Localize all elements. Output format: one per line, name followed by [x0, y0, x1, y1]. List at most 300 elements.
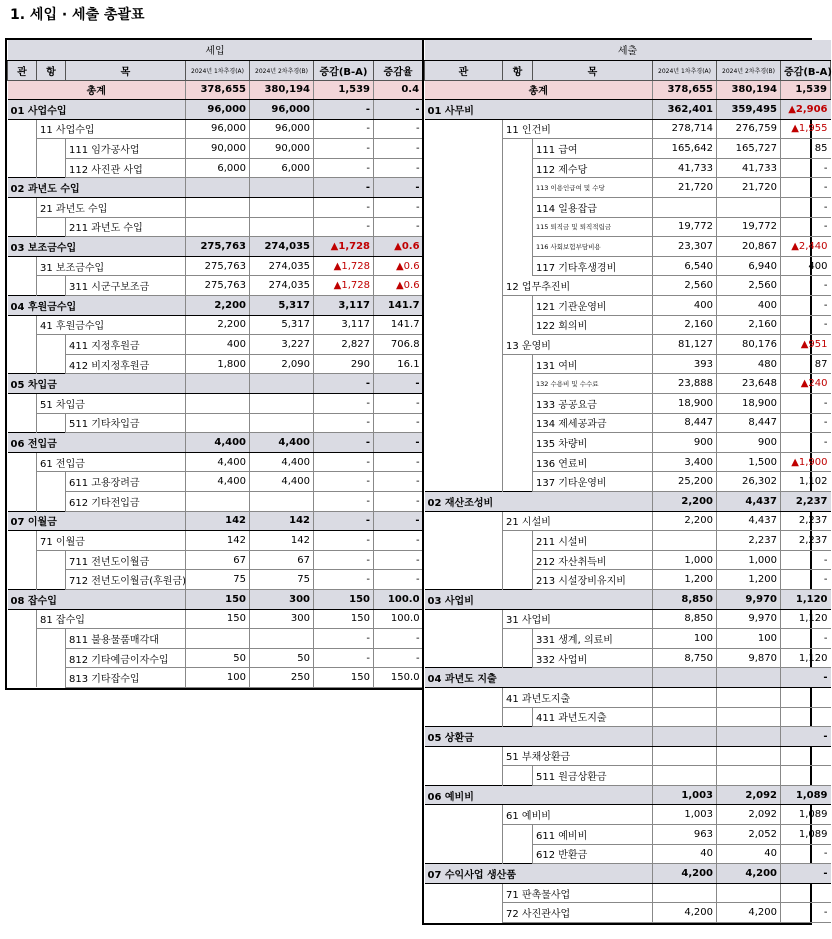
- revenue-cell-diff: 150: [314, 609, 374, 629]
- revenue-row-label: 711 전년도이월금: [66, 550, 186, 570]
- revenue-cell-a: [186, 491, 250, 511]
- expense-cell-a: 8,750: [653, 648, 717, 668]
- revenue-row-level3: [8, 570, 423, 590]
- expense-cell-diff: 2,237: [781, 491, 831, 511]
- expense-cell-b: 359,495: [717, 100, 781, 120]
- expense-row-label: 117 기타후생경비: [533, 256, 653, 276]
- revenue-row-label: 03 보조금수입: [8, 237, 186, 257]
- revenue-cell-a: 96,000: [186, 100, 250, 120]
- expense-row-level3: [425, 844, 831, 864]
- expense-total-row: [425, 80, 831, 100]
- expense-cell-diff: -: [781, 178, 831, 198]
- revenue-cell-b: 300: [250, 609, 314, 629]
- expense-row-label: 213 시설장비유지비: [533, 570, 653, 590]
- revenue-indent-cell: [37, 139, 66, 159]
- expense-indent-cell: [503, 550, 533, 570]
- revenue-cell-b: 142: [250, 511, 314, 531]
- revenue-cell-a: 2,200: [186, 296, 250, 316]
- expense-cell-diff: 85: [781, 139, 831, 159]
- expense-row-level3: [425, 413, 831, 433]
- expense-cell-b: 1,200: [717, 570, 781, 590]
- expense-row-level3: [425, 374, 831, 394]
- revenue-row-label: 21 과년도 수입: [37, 198, 186, 218]
- expense-indent-cell: [425, 452, 503, 472]
- revenue-cell-diff: -: [314, 570, 374, 590]
- expense-indent-cell: [503, 374, 533, 394]
- expense-row-label: 41 과년도지출: [503, 687, 653, 707]
- expense-indent-cell: [425, 217, 503, 237]
- revenue-row-label: 71 이월금: [37, 531, 186, 551]
- expense-row-level2: [425, 119, 831, 139]
- expense-cell-diff: 1,120: [781, 648, 831, 668]
- revenue-cell-b: [250, 413, 314, 433]
- expense-cell-a: 2,160: [653, 315, 717, 335]
- expense-indent-cell: [503, 629, 533, 649]
- expense-cell-b: 6,940: [717, 256, 781, 276]
- revenue-cell-b: [250, 217, 314, 237]
- expense-indent-cell: [425, 629, 503, 649]
- revenue-cell-a: [186, 198, 250, 218]
- revenue-row-level3: [8, 648, 423, 668]
- expense-row-level1: [425, 727, 831, 747]
- revenue-cell-diff: -: [314, 433, 374, 453]
- revenue-cell-diff: -: [314, 531, 374, 551]
- expense-row-label: 111 급여: [533, 139, 653, 159]
- expense-total-b: 380,194: [717, 80, 781, 100]
- revenue-cell-a: [186, 178, 250, 198]
- revenue-indent-cell: [8, 256, 37, 276]
- expense-cell-diff: [781, 883, 831, 903]
- revenue-cell-b: 67: [250, 550, 314, 570]
- revenue-row-label: 411 지정후원금: [66, 335, 186, 355]
- expense-cell-a: 18,900: [653, 394, 717, 414]
- expense-cell-diff: [781, 687, 831, 707]
- revenue-cell-b: 4,400: [250, 472, 314, 492]
- revenue-row-label: 01 사업수입: [8, 100, 186, 120]
- expense-cell-diff: 1,089: [781, 805, 831, 825]
- revenue-indent-cell: [8, 648, 37, 668]
- expense-row-level3: [425, 315, 831, 335]
- revenue-cell-diff: -: [314, 550, 374, 570]
- revenue-col-header: 목: [66, 60, 186, 80]
- expense-row-label: 51 부채상환금: [503, 746, 653, 766]
- expense-cell-b: 480: [717, 354, 781, 374]
- expense-row-label: 121 기관운영비: [533, 296, 653, 316]
- expense-row-level3: [425, 472, 831, 492]
- revenue-cell-diff: -: [314, 511, 374, 531]
- revenue-cell-diff: -: [314, 648, 374, 668]
- expense-cell-diff: 1,102: [781, 472, 831, 492]
- expense-cell-diff: -: [781, 158, 831, 178]
- expense-cell-a: 81,127: [653, 335, 717, 355]
- expense-cell-a: 21,720: [653, 178, 717, 198]
- revenue-indent-cell: [8, 472, 37, 492]
- revenue-row-label: 06 전입금: [8, 433, 186, 453]
- revenue-cell-a: 50: [186, 648, 250, 668]
- revenue-row-level3: [8, 139, 423, 159]
- revenue-cell-b: 250: [250, 668, 314, 688]
- expense-indent-cell: [503, 198, 533, 218]
- expense-indent-cell: [425, 707, 503, 727]
- revenue-row-label: 611 고용장려금: [66, 472, 186, 492]
- expense-row-level2: [425, 883, 831, 903]
- expense-cell-a: 3,400: [653, 452, 717, 472]
- revenue-cell-rate: -: [374, 550, 423, 570]
- expense-cell-diff: -: [781, 629, 831, 649]
- expense-cell-diff: -: [781, 570, 831, 590]
- revenue-row-label: 612 기타전입금: [66, 491, 186, 511]
- revenue-cell-a: 150: [186, 589, 250, 609]
- revenue-header-row: [8, 60, 423, 80]
- expense-indent-cell: [503, 178, 533, 198]
- expense-cell-b: 1,000: [717, 550, 781, 570]
- expense-indent-cell: [425, 139, 503, 159]
- revenue-row-level1: [8, 589, 423, 609]
- revenue-cell-a: 4,400: [186, 452, 250, 472]
- expense-indent-cell: [425, 570, 503, 590]
- expense-indent-cell: [503, 452, 533, 472]
- revenue-row-level3: [8, 276, 423, 296]
- revenue-row-level1: [8, 511, 423, 531]
- revenue-row-level2: [8, 531, 423, 551]
- revenue-cell-b: 2,090: [250, 354, 314, 374]
- expense-row-level1: [425, 864, 831, 884]
- expense-cell-a: 393: [653, 354, 717, 374]
- expense-row-level2: [425, 746, 831, 766]
- expense-cell-b: 26,302: [717, 472, 781, 492]
- expense-row-label: 611 예비비: [533, 825, 653, 845]
- revenue-row-level2: [8, 119, 423, 139]
- expense-row-level2: [425, 276, 831, 296]
- expense-cell-diff: -: [781, 433, 831, 453]
- expense-indent-cell: [425, 903, 503, 923]
- expense-row-label: 03 사업비: [425, 589, 653, 609]
- expense-row-level1: [425, 668, 831, 688]
- revenue-cell-a: 4,400: [186, 472, 250, 492]
- revenue-cell-rate: -: [374, 570, 423, 590]
- expense-cell-diff: ▲2,906: [781, 100, 831, 120]
- expense-cell-diff: 1,120: [781, 609, 831, 629]
- revenue-indent-cell: [8, 158, 37, 178]
- expense-cell-b: 165,727: [717, 139, 781, 159]
- revenue-row-level3: [8, 550, 423, 570]
- revenue-row-label: 05 차입금: [8, 374, 186, 394]
- expense-row-label: 511 원금상환금: [533, 766, 653, 786]
- revenue-cell-a: 150: [186, 609, 250, 629]
- revenue-cell-rate: -: [374, 648, 423, 668]
- revenue-cell-rate: -: [374, 433, 423, 453]
- expense-row-level3: [425, 648, 831, 668]
- expense-row-label: 05 상환금: [425, 727, 653, 747]
- revenue-indent-cell: [37, 217, 66, 237]
- expense-row-label: 133 공공요금: [533, 394, 653, 414]
- revenue-total-row: [8, 80, 423, 100]
- expense-row-label: 11 인건비: [503, 119, 653, 139]
- expense-row-level3: [425, 531, 831, 551]
- revenue-cell-rate: 150.0: [374, 668, 423, 688]
- revenue-cell-b: 274,035: [250, 256, 314, 276]
- revenue-row-label: 08 잡수입: [8, 589, 186, 609]
- revenue-cell-diff: ▲1,728: [314, 237, 374, 257]
- expense-cell-diff: 87: [781, 354, 831, 374]
- revenue-cell-rate: -: [374, 178, 423, 198]
- revenue-indent-cell: [37, 570, 66, 590]
- expense-cell-a: [653, 727, 717, 747]
- revenue-row-level2: [8, 315, 423, 335]
- revenue-indent-cell: [8, 570, 37, 590]
- revenue-table: [7, 40, 423, 688]
- expense-col-header: 항: [503, 60, 533, 80]
- expense-row-level3: [425, 433, 831, 453]
- revenue-cell-diff: ▲1,728: [314, 276, 374, 296]
- expense-cell-a: [653, 707, 717, 727]
- expense-cell-b: [717, 707, 781, 727]
- revenue-row-level1: [8, 374, 423, 394]
- revenue-row-label: 51 차입금: [37, 394, 186, 414]
- revenue-cell-diff: -: [314, 413, 374, 433]
- revenue-cell-rate: -: [374, 374, 423, 394]
- expense-total-label: 총계: [425, 80, 653, 100]
- revenue-row-label: 11 사업수입: [37, 119, 186, 139]
- revenue-cell-rate: -: [374, 158, 423, 178]
- expense-row-label: 136 연료비: [533, 452, 653, 472]
- revenue-row-label: 81 잡수입: [37, 609, 186, 629]
- revenue-col-header: 항: [37, 60, 66, 80]
- revenue-cell-rate: -: [374, 452, 423, 472]
- revenue-cell-rate: 100.0: [374, 609, 423, 629]
- revenue-cell-rate: 141.7: [374, 296, 423, 316]
- expense-row-label: 61 예비비: [503, 805, 653, 825]
- expense-indent-cell: [503, 158, 533, 178]
- expense-cell-a: [653, 687, 717, 707]
- expense-cell-b: 21,720: [717, 178, 781, 198]
- revenue-cell-a: 275,763: [186, 237, 250, 257]
- expense-cell-a: 40: [653, 844, 717, 864]
- revenue-cell-rate: -: [374, 198, 423, 218]
- revenue-cell-diff: ▲1,728: [314, 256, 374, 276]
- expense-cell-b: [717, 687, 781, 707]
- expense-row-label: 72 사진관사업: [503, 903, 653, 923]
- expense-cell-a: 2,200: [653, 491, 717, 511]
- revenue-row-level3: [8, 491, 423, 511]
- page-title: 1. 세입 · 세출 총괄표: [10, 7, 145, 23]
- expense-cell-diff: 2,237: [781, 531, 831, 551]
- revenue-cell-b: [250, 178, 314, 198]
- expense-indent-cell: [503, 217, 533, 237]
- revenue-row-label: 813 기타잡수입: [66, 668, 186, 688]
- expense-indent-cell: [425, 687, 503, 707]
- expense-cell-b: 9,970: [717, 609, 781, 629]
- expense-cell-b: 2,092: [717, 785, 781, 805]
- revenue-cell-a: 4,400: [186, 433, 250, 453]
- revenue-cell-diff: -: [314, 178, 374, 198]
- revenue-row-label: 02 과년도 수입: [8, 178, 186, 198]
- revenue-cell-diff: 3,117: [314, 296, 374, 316]
- expense-row-level1: [425, 100, 831, 120]
- expense-row-label: 113 이용인급여 및 수당: [533, 178, 653, 198]
- expense-indent-cell: [503, 648, 533, 668]
- expense-row-label: 115 퇴직금 및 퇴직적립금: [533, 217, 653, 237]
- revenue-indent-cell: [37, 276, 66, 296]
- expense-indent-cell: [425, 178, 503, 198]
- revenue-row-level2: [8, 609, 423, 629]
- expense-indent-cell: [503, 315, 533, 335]
- expense-cell-diff: -: [781, 727, 831, 747]
- revenue-cell-b: [250, 394, 314, 414]
- expense-cell-a: [653, 883, 717, 903]
- revenue-indent-cell: [37, 668, 66, 688]
- revenue-cell-b: 96,000: [250, 119, 314, 139]
- expense-cell-b: 4,437: [717, 511, 781, 531]
- revenue-total-diff: 1,539: [314, 80, 374, 100]
- revenue-cell-rate: -: [374, 629, 423, 649]
- expense-col-header: 2024년 1차추경(A): [653, 60, 717, 80]
- expense-cell-a: 23,888: [653, 374, 717, 394]
- revenue-cell-diff: -: [314, 472, 374, 492]
- expense-section-row: [425, 40, 831, 60]
- expense-total-a: 378,655: [653, 80, 717, 100]
- revenue-cell-a: 275,763: [186, 256, 250, 276]
- revenue-indent-cell: [37, 413, 66, 433]
- revenue-cell-a: [186, 629, 250, 649]
- revenue-cell-b: 50: [250, 648, 314, 668]
- expense-cell-b: [717, 198, 781, 218]
- expense-cell-diff: -: [781, 413, 831, 433]
- revenue-indent-cell: [37, 335, 66, 355]
- expense-row-level3: [425, 825, 831, 845]
- expense-indent-cell: [425, 609, 503, 629]
- revenue-cell-b: 3,227: [250, 335, 314, 355]
- expense-cell-b: [717, 727, 781, 747]
- revenue-cell-b: 4,400: [250, 433, 314, 453]
- revenue-row-level2: [8, 256, 423, 276]
- expense-cell-a: 900: [653, 433, 717, 453]
- revenue-cell-diff: -: [314, 491, 374, 511]
- revenue-cell-b: [250, 198, 314, 218]
- expense-row-label: 04 과년도 지출: [425, 668, 653, 688]
- revenue-cell-diff: 3,117: [314, 315, 374, 335]
- revenue-indent-cell: [8, 217, 37, 237]
- expense-indent-cell: [425, 374, 503, 394]
- revenue-indent-cell: [8, 491, 37, 511]
- revenue-cell-a: 90,000: [186, 139, 250, 159]
- expense-indent-cell: [425, 648, 503, 668]
- expense-row-label: 131 여비: [533, 354, 653, 374]
- revenue-cell-b: 300: [250, 589, 314, 609]
- expense-row-label: 07 수익사업 생산품: [425, 864, 653, 884]
- revenue-section-row: [8, 40, 423, 60]
- expense-indent-cell: [503, 139, 533, 159]
- revenue-row-level3: [8, 413, 423, 433]
- revenue-row-level3: [8, 668, 423, 688]
- expense-cell-a: 1,000: [653, 550, 717, 570]
- revenue-cell-a: 100: [186, 668, 250, 688]
- expense-cell-a: [653, 746, 717, 766]
- revenue-cell-rate: 141.7: [374, 315, 423, 335]
- expense-cell-a: 19,772: [653, 217, 717, 237]
- expense-cell-b: 4,437: [717, 491, 781, 511]
- revenue-cell-b: [250, 491, 314, 511]
- revenue-cell-diff: -: [314, 394, 374, 414]
- revenue-indent-cell: [8, 394, 37, 414]
- expense-indent-cell: [425, 825, 503, 845]
- revenue-cell-diff: -: [314, 158, 374, 178]
- revenue-row-level2: [8, 452, 423, 472]
- revenue-row-level3: [8, 472, 423, 492]
- expense-row-label: 212 자산취득비: [533, 550, 653, 570]
- revenue-row-label: 412 비지정후원금: [66, 354, 186, 374]
- revenue-cell-rate: -: [374, 413, 423, 433]
- expense-indent-cell: [425, 472, 503, 492]
- revenue-row-level1: [8, 237, 423, 257]
- expense-indent-cell: [425, 805, 503, 825]
- revenue-row-label: 812 기타예금이자수입: [66, 648, 186, 668]
- revenue-indent-cell: [8, 413, 37, 433]
- expense-cell-a: 41,733: [653, 158, 717, 178]
- revenue-cell-a: 142: [186, 511, 250, 531]
- revenue-indent-cell: [8, 119, 37, 139]
- revenue-cell-diff: 150: [314, 589, 374, 609]
- expense-cell-b: 4,200: [717, 903, 781, 923]
- expense-row-label: 132 수용비 및 수수료: [533, 374, 653, 394]
- expense-cell-b: 18,900: [717, 394, 781, 414]
- revenue-cell-a: 1,800: [186, 354, 250, 374]
- expense-cell-b: 1,500: [717, 452, 781, 472]
- expense-cell-diff: -: [781, 394, 831, 414]
- expense-cell-a: 4,200: [653, 864, 717, 884]
- expense-row-label: 112 제수당: [533, 158, 653, 178]
- revenue-row-level1: [8, 296, 423, 316]
- expense-indent-cell: [425, 883, 503, 903]
- expense-indent-cell: [425, 433, 503, 453]
- expense-indent-cell: [503, 472, 533, 492]
- expense-row-level2: [425, 609, 831, 629]
- expense-cell-b: 900: [717, 433, 781, 453]
- expense-col-header: 관: [425, 60, 503, 80]
- expense-indent-cell: [503, 413, 533, 433]
- expense-row-level3: [425, 237, 831, 257]
- expense-cell-diff: -: [781, 276, 831, 296]
- revenue-total-b: 380,194: [250, 80, 314, 100]
- expense-cell-diff: -: [781, 550, 831, 570]
- expense-col-header: 목: [533, 60, 653, 80]
- revenue-row-label: 511 기타차입금: [66, 413, 186, 433]
- revenue-row-level3: [8, 335, 423, 355]
- revenue-indent-cell: [8, 668, 37, 688]
- expense-row-level2: [425, 687, 831, 707]
- revenue-indent-cell: [8, 452, 37, 472]
- revenue-row-label: 712 전년도이월금(후원금): [66, 570, 186, 590]
- revenue-row-level2: [8, 198, 423, 218]
- expense-row-level1: [425, 589, 831, 609]
- expense-indent-cell: [503, 394, 533, 414]
- expense-cell-diff: ▲1,900: [781, 452, 831, 472]
- expense-cell-a: 963: [653, 825, 717, 845]
- expense-cell-a: 8,850: [653, 589, 717, 609]
- expense-cell-a: 4,200: [653, 903, 717, 923]
- revenue-cell-a: 75: [186, 570, 250, 590]
- expense-cell-b: 2,560: [717, 276, 781, 296]
- expense-row-label: 21 시설비: [503, 511, 653, 531]
- expense-row-level3: [425, 550, 831, 570]
- expense-cell-diff: -: [781, 198, 831, 218]
- expense-row-level3: [425, 178, 831, 198]
- expense-row-label: 31 사업비: [503, 609, 653, 629]
- revenue-cell-rate: -: [374, 139, 423, 159]
- expense-row-label: 71 판촉물사업: [503, 883, 653, 903]
- revenue-cell-b: 6,000: [250, 158, 314, 178]
- expense-cell-a: 2,560: [653, 276, 717, 296]
